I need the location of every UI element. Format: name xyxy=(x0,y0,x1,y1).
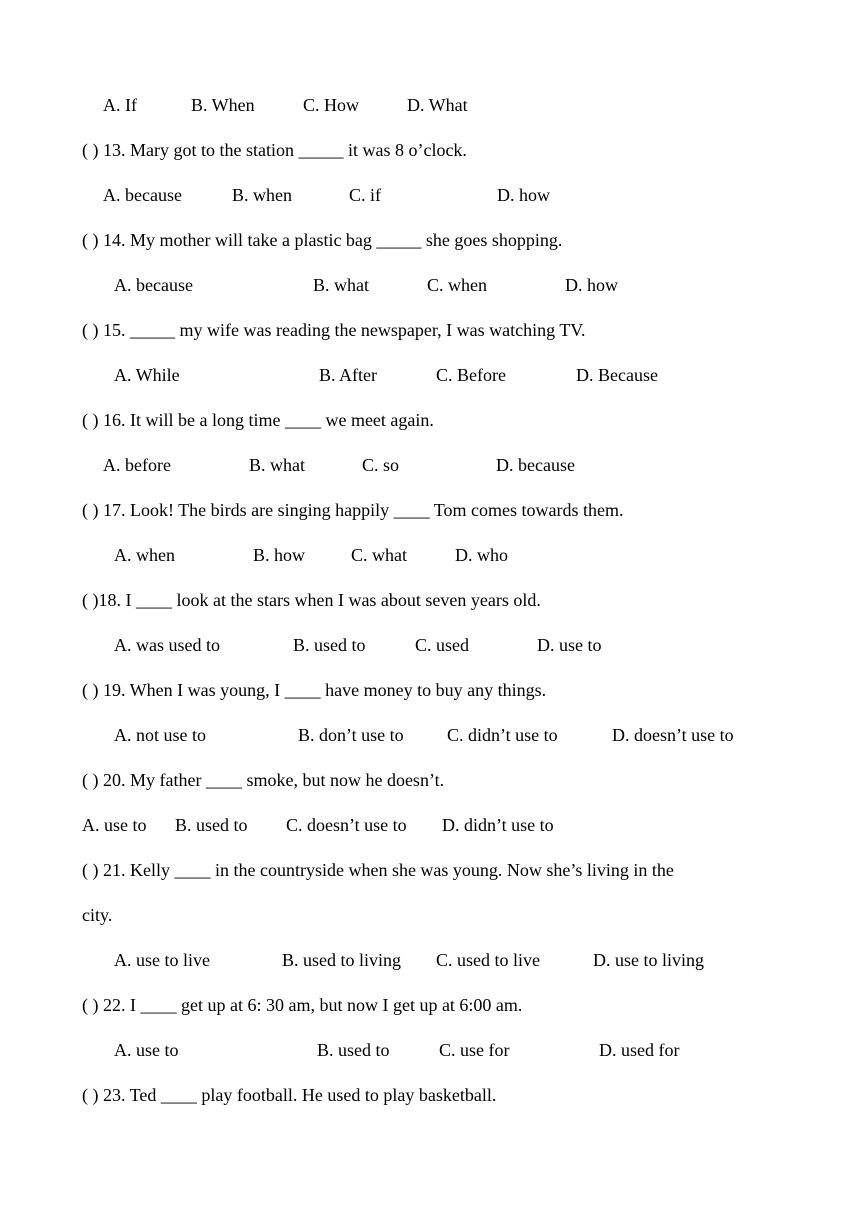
option-c: C. doesn’t use to xyxy=(286,815,407,835)
q22-options xyxy=(0,1038,860,1068)
option-a: A. when xyxy=(114,545,175,565)
question-stem: ( ) 23. Ted ____ play football. He used to play basketball. xyxy=(82,1085,497,1105)
option-b: B. what xyxy=(249,455,305,475)
option-b: B. don’t use to xyxy=(298,725,404,745)
q16-options xyxy=(0,453,860,483)
q17-options xyxy=(0,543,860,573)
question-stem-continued: city. xyxy=(82,905,113,925)
option-a: A. use to xyxy=(114,1040,179,1060)
question-stem: ( ) 21. Kelly ____ in the countryside when she was young. Now she’s living in the xyxy=(82,860,674,880)
option-c: C. used xyxy=(415,635,469,655)
q15-options xyxy=(0,363,860,393)
q12-options xyxy=(0,93,860,123)
option-d: D. use to living xyxy=(593,950,704,970)
question-stem: ( ) 22. I ____ get up at 6: 30 am, but now I get up at 6:00 am. xyxy=(82,995,523,1015)
q21-stem-continuation xyxy=(0,903,860,933)
option-c: C. didn’t use to xyxy=(447,725,558,745)
option-a: A. was used to xyxy=(114,635,220,655)
question-stem: ( ) 15. _____ my wife was reading the newspaper, I was watching TV. xyxy=(82,320,586,340)
q19-options xyxy=(0,723,860,753)
option-a: A. because xyxy=(103,185,182,205)
option-b: B. used to xyxy=(293,635,366,655)
option-b: B. how xyxy=(253,545,306,565)
q19-stem-line xyxy=(0,678,860,708)
option-d: D. how xyxy=(565,275,618,295)
option-d: D. What xyxy=(407,95,468,115)
option-b: B. used to xyxy=(175,815,248,835)
option-c: C. use for xyxy=(439,1040,510,1060)
q13-options xyxy=(0,183,860,213)
q20-options xyxy=(0,813,860,843)
option-b: B. used to living xyxy=(282,950,402,970)
question-stem: ( ) 16. It will be a long time ____ we meet again. xyxy=(82,410,434,430)
question-stem: ( ) 13. Mary got to the station _____ it was 8 o’clock. xyxy=(82,140,467,160)
option-c: C. Before xyxy=(436,365,506,385)
q15-stem-line xyxy=(0,318,860,348)
q22-stem-line xyxy=(0,993,860,1023)
option-d: D. doesn’t use to xyxy=(612,725,734,745)
option-a: A. While xyxy=(114,365,180,385)
option-c: C. How xyxy=(303,95,360,115)
q17-stem-line xyxy=(0,498,860,528)
option-c: C. so xyxy=(362,455,400,475)
option-a: A. before xyxy=(103,455,171,475)
option-c: C. if xyxy=(349,185,382,205)
option-b: B. what xyxy=(313,275,369,295)
q18-stem-line xyxy=(0,588,860,618)
option-d: D. used for xyxy=(599,1040,680,1060)
question-stem: ( ) 14. My mother will take a plastic bag _____ she goes shopping. xyxy=(82,230,563,250)
question-stem: ( )18. I ____ look at the stars when I was about seven years old. xyxy=(82,590,541,610)
option-c: C. when xyxy=(427,275,487,295)
q14-stem-line xyxy=(0,228,860,258)
option-b: B. When xyxy=(191,95,255,115)
option-c: C. used to live xyxy=(436,950,540,970)
q21-stem-line xyxy=(0,858,860,888)
q23-stem-line xyxy=(0,1083,860,1113)
option-a: A. use to xyxy=(82,815,147,835)
option-b: B. After xyxy=(319,365,377,385)
option-d: D. because xyxy=(496,455,575,475)
option-b: B. used to xyxy=(317,1040,390,1060)
option-a: A. use to live xyxy=(114,950,210,970)
option-d: D. who xyxy=(455,545,508,565)
question-stem: ( ) 19. When I was young, I ____ have money to buy any things. xyxy=(82,680,547,700)
q18-options xyxy=(0,633,860,663)
option-d: D. Because xyxy=(576,365,658,385)
option-b: B. when xyxy=(232,185,292,205)
option-a: A. not use to xyxy=(114,725,206,745)
option-a: A. because xyxy=(114,275,193,295)
question-stem: ( ) 20. My father ____ smoke, but now he doesn’t. xyxy=(82,770,445,790)
option-d: D. didn’t use to xyxy=(442,815,554,835)
question-stem: ( ) 17. Look! The birds are singing happily ____ Tom comes towards them. xyxy=(82,500,624,520)
q20-stem-line xyxy=(0,768,860,798)
q14-options xyxy=(0,273,860,303)
option-d: D. use to xyxy=(537,635,602,655)
option-c: C. what xyxy=(351,545,407,565)
q13-stem-line xyxy=(0,138,860,168)
q16-stem-line xyxy=(0,408,860,438)
option-a: A. If xyxy=(103,95,137,115)
q21-options xyxy=(0,948,860,978)
option-d: D. how xyxy=(497,185,550,205)
